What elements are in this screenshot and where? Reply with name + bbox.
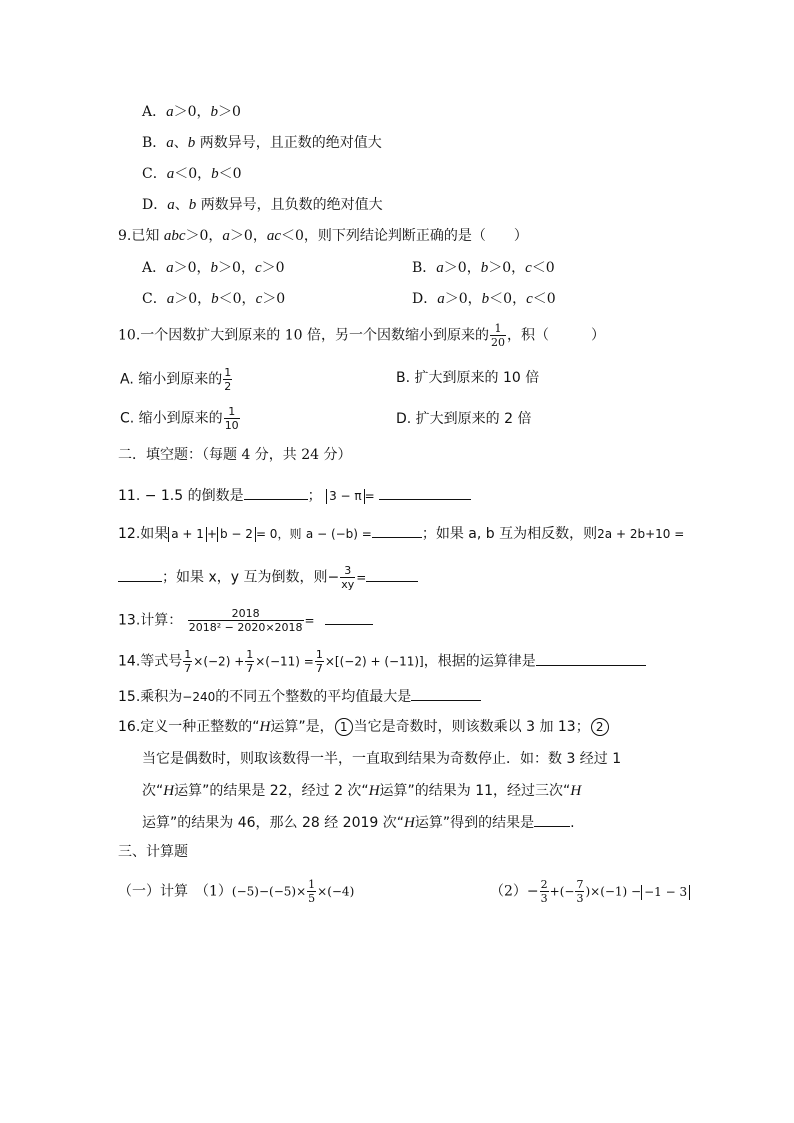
fraction-den: 2018² − 2020×2018 (188, 621, 303, 634)
expression: )×(−1) − (585, 884, 642, 899)
fraction-den: 2 (224, 380, 232, 393)
answer-blank[interactable] (379, 485, 471, 500)
option-text: B. 扩大到原来的 10 倍 (396, 370, 540, 386)
expression: a − (−b) = (305, 527, 372, 541)
option-letter: B． (412, 260, 437, 276)
q10-option-d (396, 409, 532, 429)
fraction (575, 878, 584, 905)
fraction-den: 7 (315, 662, 323, 675)
answer-blank[interactable] (118, 567, 162, 582)
math: b (210, 104, 219, 120)
stem-text: 运算”的结果是 22，经过 2 次“ (174, 783, 369, 799)
option-text: 两数异号，且负数的绝对值大 (200, 197, 383, 213)
q10-option-b (396, 368, 539, 388)
math: b (211, 166, 219, 182)
math: b (188, 197, 197, 213)
q15 (118, 686, 481, 707)
q12-line1 (118, 523, 684, 544)
fraction (490, 322, 506, 349)
stem-text: ；如果 a, b 互为相反数，则 (421, 526, 598, 542)
fraction (315, 648, 324, 675)
answer-blank[interactable] (366, 567, 418, 582)
math: H (404, 815, 415, 831)
stem-text: （2） (490, 883, 527, 900)
stem-text: = 0，则 (255, 527, 302, 541)
fraction-den: 3 (540, 892, 548, 905)
math: a (166, 135, 174, 151)
q8-option-a: A．a＞0，b＞0 (142, 104, 241, 120)
option-letter: C． (142, 291, 167, 307)
q11 (118, 485, 471, 506)
expression: ×(−2) + (193, 654, 245, 669)
fraction-num: 1 (224, 366, 232, 379)
absolute-value: b − 2 (217, 527, 256, 542)
option-letter: A． (142, 260, 167, 276)
math: a (166, 104, 174, 120)
q14 (118, 648, 646, 675)
option-text: 两数异号，且正数的绝对值大 (199, 135, 382, 151)
math: H (259, 719, 271, 735)
math: ac (266, 228, 281, 244)
fraction-den: 3 (576, 892, 584, 905)
math: a (222, 228, 230, 244)
option-letter: B． (142, 135, 167, 151)
fraction-den: 20 (490, 336, 505, 349)
option-text: D. 扩大到原来的 2 倍 (396, 411, 532, 427)
value: −240 (182, 690, 216, 704)
stem-text: ，积（ ） (506, 327, 605, 344)
calc-2 (490, 878, 690, 905)
stem-text: ，根据的运算律是 (423, 653, 536, 670)
stem-text: 16.定义一种正整数的“ (118, 719, 260, 735)
calc-1 (118, 878, 354, 905)
fraction-num: 3 (340, 564, 355, 578)
answer-blank[interactable] (325, 610, 373, 625)
option-letter: A． (142, 104, 167, 120)
absolute-value: a + 1 (168, 527, 207, 542)
fraction (340, 564, 355, 591)
answer-blank[interactable] (536, 651, 646, 666)
operator: − (526, 883, 539, 900)
answer-blank[interactable] (534, 812, 570, 827)
stem-text: 12.如果 (118, 526, 169, 542)
fraction-num: 7 (576, 878, 584, 891)
stem-text: . (570, 815, 575, 831)
q16-line4 (142, 812, 575, 833)
q8-option-b: B．a、b 两数异号，且正数的绝对值大 (142, 135, 382, 151)
fraction (540, 878, 549, 905)
option-letter: D． (412, 291, 438, 307)
stem-text: 15.乘积为 (118, 689, 183, 705)
absolute-value: −1 − 3 (641, 885, 690, 900)
fraction-num: 1 (184, 648, 192, 661)
math: H (570, 783, 582, 799)
math: H (368, 783, 380, 799)
answer-blank[interactable] (372, 523, 422, 538)
q16-line2 (142, 749, 621, 769)
expression: (−5)−(−5)× (231, 884, 307, 899)
fraction-den: 7 (184, 662, 192, 675)
math: b (187, 135, 196, 151)
q9-option-a: A．a＞0，b＞0，c＞0 (142, 260, 285, 276)
expression: ×(−11) = (255, 654, 314, 669)
stem-text: ，则下列结论判断正确的是（ ） (303, 228, 528, 244)
stem-text: 运算”的结果为 46，那么 28 经 2019 次“ (142, 815, 405, 831)
stem-text: 的不同五个整数的平均值最大是 (215, 689, 412, 705)
math: abc (163, 228, 186, 244)
operator: − (327, 569, 340, 586)
q8-option-d: D．a、b 两数异号，且负数的绝对值大 (142, 197, 383, 213)
fraction (224, 405, 240, 432)
answer-blank[interactable] (411, 686, 481, 701)
section-2-heading: 二．填空题：（每题 4 分，共 24 分） (118, 447, 352, 463)
circled-number: 1 (335, 718, 353, 736)
fraction (245, 648, 254, 675)
fraction-den: 7 (246, 662, 254, 675)
fraction-num: 1 (490, 322, 506, 336)
q10-stem (118, 322, 605, 349)
equals: = (304, 613, 315, 628)
expression: 2a + 2b+10 = (597, 527, 685, 541)
stem-text: （一）计算 （1） (118, 883, 232, 900)
fraction-num: 1 (308, 878, 316, 891)
option-text: C. 缩小到原来的 (120, 410, 223, 427)
operator: +(− (549, 884, 575, 899)
stem-text: 当它是偶数时，则取该数得一半，一直取到结果为奇数停止．如：数 3 经过 1 (142, 751, 622, 767)
fraction-num: 2018 (188, 607, 304, 621)
option-letter: D． (142, 197, 168, 213)
fraction-den: xy (341, 578, 355, 591)
expression: ×[(−2) + (−11)] (324, 654, 424, 669)
stem-text: 运算”是， (270, 719, 334, 735)
q8-option-c: C．a＜0，b＜0 (142, 166, 242, 182)
math: a (166, 166, 175, 182)
q16-line3 (142, 781, 581, 801)
answer-blank[interactable] (244, 485, 308, 500)
stem-text: 9.已知 (118, 228, 160, 244)
equals: = (364, 489, 375, 503)
fraction-num: 1 (224, 405, 240, 419)
stem-text: 运算”的结果为 11，经过三次“ (379, 783, 571, 799)
fraction (223, 366, 232, 393)
q9-option-b: B．a＞0，b＞0，c＜0 (412, 260, 555, 276)
fraction (307, 878, 316, 905)
fraction-num: 1 (315, 648, 323, 661)
q13 (118, 607, 373, 634)
equals: = (356, 570, 367, 585)
operator: + (206, 527, 217, 541)
section-3-heading: 三、计算题 (118, 844, 188, 860)
stem-text: 当它是奇数时，则该数乘以 3 加 13； (353, 719, 590, 735)
q10-option-a (120, 366, 233, 393)
fraction (188, 607, 304, 634)
q10-option-c (120, 405, 241, 432)
fraction-den: 5 (308, 892, 316, 905)
stem-text: 次“ (142, 783, 164, 799)
q9-option-d: D．a＞0，b＜0，c＜0 (412, 291, 556, 307)
math: H (163, 783, 175, 799)
stem-text: 10.一个因数扩大到原来的 10 倍，另一个因数缩小到原来的 (118, 327, 489, 344)
option-letter: C． (142, 166, 167, 182)
fraction (183, 648, 192, 675)
expression: ×(−4) (317, 884, 355, 899)
q9-stem: 9.已知 abc＞0，a＞0，ac＜0，则下列结论判断正确的是（ ） (118, 228, 528, 244)
fraction-num: 1 (246, 648, 254, 661)
stem-text: 14.等式号 (118, 653, 183, 670)
separator: ； (307, 488, 322, 504)
math: a (167, 197, 175, 213)
q16-line1 (118, 717, 610, 737)
stem-text: ；如果 x，y 互为倒数，则 (162, 569, 328, 586)
stem-text: 11. − 1.5 的倒数是 (118, 488, 244, 504)
stem-text: 13.计算： (118, 612, 183, 629)
option-text: A. 缩小到原来的 (120, 371, 223, 388)
fraction-num: 2 (540, 878, 548, 891)
fraction-den: 10 (224, 419, 239, 432)
q12-line2 (118, 564, 418, 591)
stem-text: 运算”得到的结果是 (414, 815, 535, 831)
q9-option-c: C．a＞0，b＜0，c＞0 (142, 291, 286, 307)
absolute-value: 3 − π (326, 489, 365, 504)
circled-number: 2 (591, 718, 609, 736)
